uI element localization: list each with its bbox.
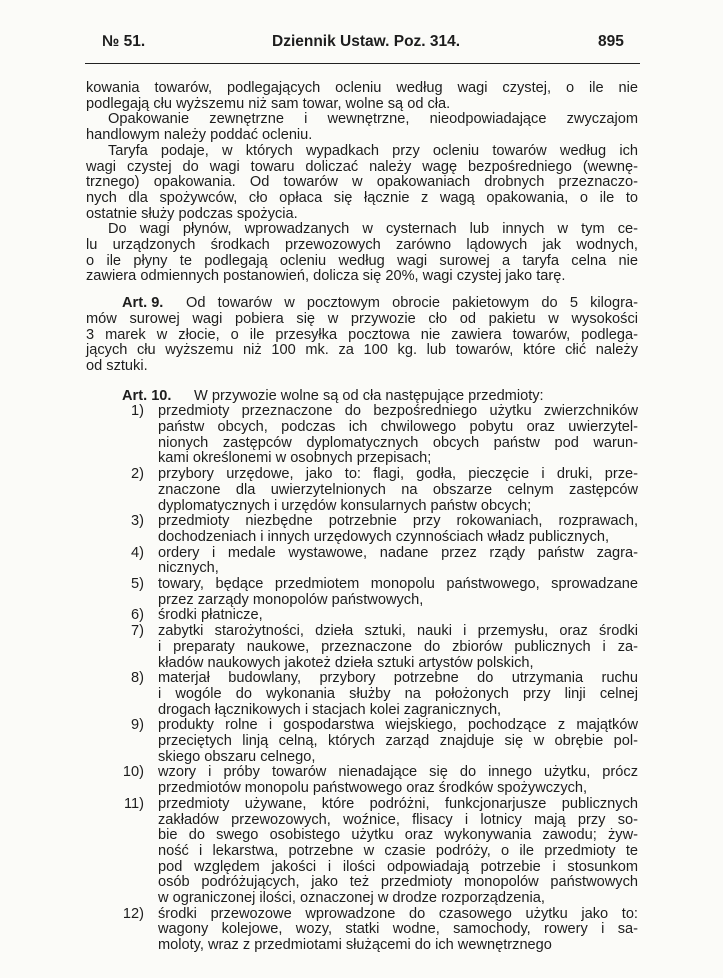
list-item-number: 8) [131,670,144,687]
list-item-line: i preparaty naukowe, przeznaczone do zbiorów publicznych i za- [158,638,638,655]
journal-title: Dziennik Ustaw. Poz. 314. [272,33,461,50]
page-number: 895 [598,33,624,50]
list-item-line: skiego obszaru celnego, [158,748,316,765]
list-item-line: nionych zastępców dyplomatycznych obcych państw pod warun- [158,434,638,451]
list-item-line: przybory urzędowe, jako to: flagi, godła, pieczęcie i druki, prze- [158,466,638,483]
list-item-line: materjał budowlany, przybory potrzebne do utrzymania ruchu [158,670,638,687]
list-item-line: przedmioty przeznaczone do bezpośredniego użytku zwierzchników [158,403,638,420]
article-9-line: Od towarów w pocztowym obrocie pakietowym do 5 kilogra- [186,295,638,312]
list-item-line: ność i lekarstwa, potrzebne w czasie podróży, o ile przedmioty te [158,842,638,859]
list-item-line: przedmioty używane, które podróżni, funkcjonarjusze publicznych [158,795,638,812]
paragraph-line: lu urządzonych środkach przewozowych zarówno lądowych jak wodnych, [86,237,638,253]
paragraph-line: Opakowanie zewnętrzne i wewnętrzne, nieodpowiadające zwyczajom [108,111,638,128]
list-item-line: przez zarządy monopolów państwowych, [158,591,424,608]
list-item-line: zakładów przewozowych, woźnice, flisacy i lotnicy mają przy so- [158,811,638,828]
list-item-line: drogach łącznikowych i stacjach kolei zagranicznych, [158,701,502,718]
paragraph-line: kowania towarów, podlegających ocleniu według wagi czystej, o ile nie [86,80,638,96]
list-item-line: znaczone dla uwierzytelnionych na obszarze celnym zastępców [158,481,638,498]
paragraph-line: wagi czystej do wagi towaru doliczać należy wagę bezpośredniego (wewnę- [86,158,638,175]
article-9-line: od sztuki. [86,357,148,374]
list-item-line: przedmioty niezbędne potrzebnie przy rokowaniach, rozprawach, [158,513,638,530]
list-item-line: wzory i próby towarów nienadające się do innego użytku, prócz [158,764,638,781]
paragraph-line: nych dla spożywców, cło opłaca się łącznie z wagą opakowania, o ile to [86,189,638,206]
article-9-label: Art. 9. [122,295,164,312]
list-item-line: nicznych, [158,560,219,577]
list-item-line: osób podróżujących, jako też przedmioty monopolów państwowych [158,874,638,891]
list-item-line: kładów naukowych jakoteż dzieła sztuki artystów polskich, [158,654,534,671]
paragraph-line: Do wagi płynów, wprowadzanych w cysternach lub innych w tym ce- [108,221,638,238]
paragraph-line: Taryfa podaje, w których wypadkach przy ocleniu towarów według ich [108,142,638,159]
list-item-number: 2) [131,466,144,483]
issue-number: № 51. [102,33,146,50]
list-item-number: 5) [131,576,144,592]
paragraph-line: ostatnie służy podczas spożycia. [86,205,298,222]
list-item-line: w ograniczonej ilości, oznaczonej w drodze rozporządzenia, [158,890,545,906]
list-item-line: przeciętych linją celną, których zarząd znajduje się w obrębie pol- [158,733,638,749]
list-item-line: moloty, wraz z przedmiotami służącemi do ich wewnętrznego [158,937,552,954]
header-rule [85,63,640,64]
list-item-number: 7) [131,623,144,640]
list-item-number: 3) [131,513,144,530]
list-item-number: 12) [122,905,144,922]
list-item-line: środki płatnicze, [158,607,263,624]
list-item-line: i wogóle do wykonania służby na położonych przy linji celnej [158,685,638,702]
paragraph-line: podlegają cłu wyższemu niż sam towar, wolne są od cła. [86,95,451,112]
list-item-line: bie do swego osobistego użytku oraz wykonywania zawodu; żyw- [158,827,638,844]
list-item-line: środki przewozowe wprowadzone do czasowego użytku jako to: [158,905,638,922]
list-item-line: przedmiotów monopolu państwowego oraz środków spożywczych, [158,780,588,797]
paragraph-line: trznego) opakowania. Od towarów w opakowaniach drobnych przeznaczo- [86,174,638,191]
list-item-line: ordery i medale wystawowe, nadane przez rządy państw zagra- [158,544,638,561]
list-item-number: 1) [131,403,144,420]
list-item-number: 9) [131,717,144,734]
list-item-line: produkty rolne i gospodarstwa wiejskiego, pochodzące z majątków [158,717,638,734]
list-item-line: państw obcych, podczas ich chwilowego pobytu oraz uwierzytel- [158,419,638,435]
article-9-line: jących cłu wyższemu niż 100 mk. za 100 kg. lub towarów, które cłić należy [86,342,638,359]
article-10-intro: W przywozie wolne są od cła następujące przedmioty: [194,387,544,404]
page-header [0,33,723,57]
list-item-line: towary, będące przedmiotem monopolu państwowego, sprowadzane [158,576,638,592]
paragraph-line: handlowym należy poddać ocleniu. [86,127,313,144]
list-item-line: zabytki starożytności, dzieła sztuki, nauki i przemysłu, oraz środki [158,623,638,640]
list-item-line: kami określonemi w osobnych przepisach; [158,450,432,467]
paragraph-line: zawiera odmiennych postanowień, dolicza się 20%, wagi czystej jako tarę. [86,268,566,285]
list-item-line: pod względem jakości i ilości odpowiadają potrzebie i stosunkom [158,858,638,875]
list-item-line: dyplomatycznych i urzędów konsularnych państw obcych; [158,497,532,514]
article-9-line: 3 marek w złocie, o ile przesyłka pocztowa nie zawiera towarów, podlega- [86,326,638,343]
article-9-line: mów surowej wagi pobiera się w przywozie cło od pakietu w wysokości [86,310,638,327]
list-item-number: 10) [122,764,144,781]
paragraph-line: o ile płyny te podlegają ocleniu według wagi surowej a taryfa celna nie [86,252,638,269]
article-10-label: Art. 10. [122,387,172,404]
list-item-number: 11) [123,795,144,812]
list-item-line: dochodzeniach i innych urzędowych czynnościach władz publicznych, [158,528,610,545]
list-item-number: 6) [131,607,144,624]
list-item-number: 4) [131,544,144,561]
list-item-line: wagony kolejowe, wozy, statki wodne, samochody, rowery i sa- [158,921,638,938]
